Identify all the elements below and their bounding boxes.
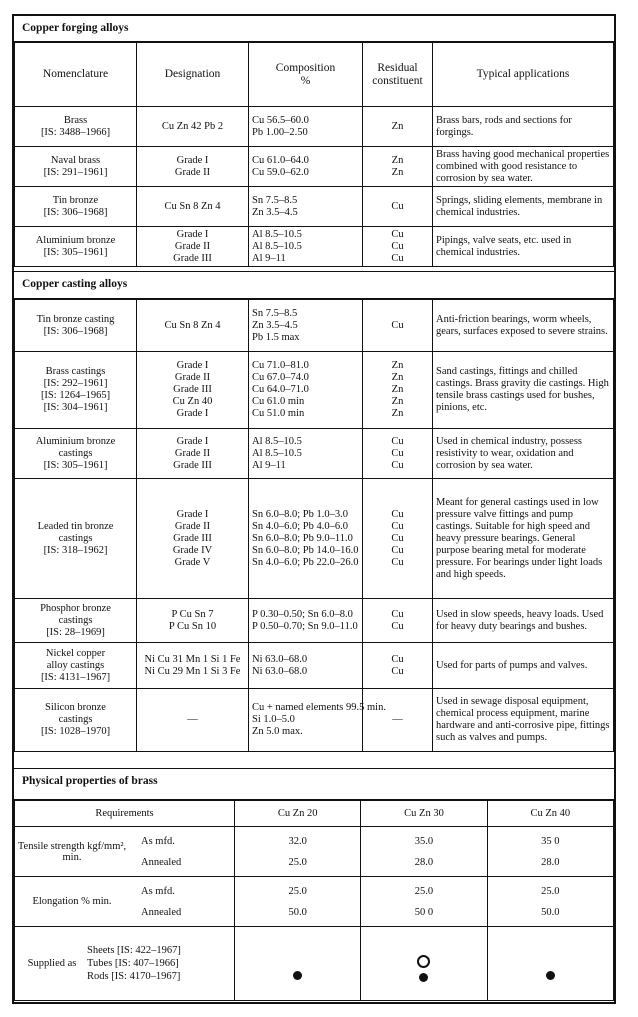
designation-cell: Grade I Grade II [137, 147, 249, 187]
physical-properties-table [14, 800, 614, 1001]
supplied-tubes: Tubes [IS: 407–1966] [87, 958, 179, 969]
application-cell: Brass bars, rods and sections for forgings. [433, 107, 614, 147]
header-cuzn40: Cu Zn 40 [487, 801, 613, 827]
elongation-cuzn30: 25.0 50 0 [361, 877, 487, 927]
composition-cell: Sn 7.5–8.5 Zn 3.5–4.5 Pb 1.5 max [249, 300, 363, 352]
residual-cell: Cu Cu [363, 599, 433, 643]
composition-cell: Cu + named elements 99.5 min. Si 1.0–5.0 Zn 5.0 max. [249, 689, 363, 752]
composition-cell: Al 8.5–10.5 Al 8.5–10.5 Al 9–11 [249, 227, 363, 267]
residual-cell: Cu [363, 187, 433, 227]
application-cell: Anti-friction bearings, worm wheels, gears, surfaces exposed to severe strains. [433, 300, 614, 352]
residual-cell: Cu Cu Cu [363, 429, 433, 479]
tensile-row [15, 827, 614, 877]
residual-cell: Zn [363, 107, 433, 147]
application-cell: Springs, sliding elements, membrane in chemical industries. [433, 187, 614, 227]
header-residual: Residual constituent [363, 43, 433, 107]
elongation-as-mfd-label: As mfd. [141, 885, 175, 897]
header-cuzn30: Cu Zn 30 [361, 801, 487, 827]
nomenclature-cell: Naval brass [IS: 291–1961] [15, 147, 137, 187]
supplied-label: Supplied as [27, 958, 77, 969]
casting-alloys-table [14, 299, 614, 752]
alloy-row [15, 429, 614, 479]
composition-cell: Sn 6.0–8.0; Pb 1.0–3.0 Sn 4.0–6.0; Pb 4.0–6.0 Sn 6.0–8.0; Pb 9.0–11.0 Sn 6.0–8.0; Pb 14.0–16.0 Sn 4.0–6.0; Pb 22.0–26.0 [249, 479, 363, 599]
designation-cell: P Cu Sn 7 P Cu Sn 10 [137, 599, 249, 643]
supplied-cuzn40 [487, 927, 613, 1001]
alloy-row [15, 689, 614, 752]
tensile-cuzn20: 32.0 25.0 [235, 827, 361, 877]
elongation-label: Elongation % min. [32, 896, 112, 907]
nomenclature-cell: Tin bronze [IS: 306–1968] [15, 187, 137, 227]
composition-cell: Cu 61.0–64.0 Cu 59.0–62.0 [249, 147, 363, 187]
filled-dot-icon [419, 973, 428, 982]
materials-table-sheet [12, 14, 616, 1004]
residual-cell: Zn Zn Zn Zn Zn [363, 352, 433, 429]
elongation-cuzn40: 25.0 50.0 [487, 877, 613, 927]
residual-cell: — [363, 689, 433, 752]
header-nomenclature: Nomenclature [15, 43, 137, 107]
nomenclature-cell: Phosphor bronze castings [IS: 28–1969] [15, 599, 137, 643]
nomenclature-cell: Brass [IS: 3488–1966] [15, 107, 137, 147]
section-heading-casting: Copper casting alloys [14, 271, 614, 299]
designation-cell: Grade I Grade II Grade III [137, 227, 249, 267]
nomenclature-cell: Nickel copper alloy castings [IS: 4131–1967] [15, 643, 137, 689]
tensile-cuzn40: 35 0 28.0 [487, 827, 613, 877]
alloy-row [15, 107, 614, 147]
header-composition: Composition % [249, 43, 363, 107]
application-cell: Used in chemical industry, possess resistivity to wear, oxidation and corrosion by sea water. [433, 429, 614, 479]
application-cell: Sand castings, fittings and chilled castings. Brass gravity die castings. High tensile brass castings used for bushes, pinions, etc. [433, 352, 614, 429]
supplied-row [15, 927, 614, 1001]
designation-cell: Ni Cu 31 Mn 1 Si 1 Fe Ni Cu 29 Mn 1 Si 3 Fe [137, 643, 249, 689]
designation-cell: Grade I Grade II Grade III Grade IV Grade V [137, 479, 249, 599]
tensile-label: Tensile strength kgf/mm², min. [17, 840, 127, 863]
application-cell: Used in sewage disposal equipment, chemical process equipment, marine hardware and anti-corrosive pipe, fittings such as valves and pumps. [433, 689, 614, 752]
composition-cell: Al 8.5–10.5 Al 8.5–10.5 Al 9–11 [249, 429, 363, 479]
filled-dot-icon [293, 971, 302, 980]
supplied-cuzn20 [235, 927, 361, 1001]
supplied-cuzn30 [361, 927, 487, 1001]
physical-header-row [15, 801, 614, 827]
forging-header-row [15, 43, 614, 107]
alloy-row [15, 187, 614, 227]
alloy-row [15, 300, 614, 352]
residual-cell: Cu Cu [363, 643, 433, 689]
tensile-as-mfd-label: As mfd. [141, 835, 175, 847]
elongation-row [15, 877, 614, 927]
hollow-circle-icon [417, 955, 430, 968]
application-cell: Used in slow speeds, heavy loads. Used for heavy duty bearings and bushes. [433, 599, 614, 643]
designation-cell: — [137, 689, 249, 752]
supplied-rods: Rods [IS: 4170–1967] [87, 971, 181, 982]
nomenclature-cell: Tin bronze casting [IS: 306–1968] [15, 300, 137, 352]
nomenclature-cell: Aluminium bronze castings [IS: 305–1961] [15, 429, 137, 479]
header-requirements: Requirements [15, 801, 235, 827]
application-cell: Brass having good mechanical properties combined with good resistance to corrosion by sea water. [433, 147, 614, 187]
filled-dot-icon [546, 971, 555, 980]
nomenclature-cell: Brass castings [IS: 292–1961] [IS: 1264–1965] [IS: 304–1961] [15, 352, 137, 429]
nomenclature-cell: Silicon bronze castings [IS: 1028–1970] [15, 689, 137, 752]
supplied-sheets: Sheets [IS: 422–1967] [87, 945, 181, 956]
composition-cell: Cu 56.5–60.0 Pb 1.00–2.50 [249, 107, 363, 147]
nomenclature-cell: Leaded tin bronze castings [IS: 318–1962] [15, 479, 137, 599]
designation-cell: Grade I Grade II Grade III [137, 429, 249, 479]
tensile-label-cell [15, 827, 235, 877]
alloy-row [15, 599, 614, 643]
section-heading-physical: Physical properties of brass [14, 768, 614, 800]
application-cell: Pipings, valve seats, etc. used in chemical industries. [433, 227, 614, 267]
tensile-annealed-label: Annealed [141, 856, 182, 868]
section-heading-forging: Copper forging alloys [14, 16, 614, 42]
residual-cell: Zn Zn [363, 147, 433, 187]
tensile-cuzn30: 35.0 28.0 [361, 827, 487, 877]
residual-cell: Cu Cu Cu [363, 227, 433, 267]
application-cell: Used for parts of pumps and valves. [433, 643, 614, 689]
designation-cell: Grade I Grade II Grade III Cu Zn 40 Grade I [137, 352, 249, 429]
header-cuzn20: Cu Zn 20 [235, 801, 361, 827]
composition-cell: Ni 63.0–68.0 Ni 63.0–68.0 [249, 643, 363, 689]
alloy-row [15, 479, 614, 599]
header-applications: Typical applications [433, 43, 614, 107]
designation-cell: Cu Sn 8 Zn 4 [137, 300, 249, 352]
designation-cell: Cu Zn 42 Pb 2 [137, 107, 249, 147]
elongation-annealed-label: Annealed [141, 906, 182, 918]
designation-cell: Cu Sn 8 Zn 4 [137, 187, 249, 227]
application-cell: Meant for general castings used in low pressure valve fittings and pump castings. Suitable for high speed and heavy pressure bearings. General purpose bearing metal for moderate pressure. For bearings under light loads and high speeds. [433, 479, 614, 599]
elongation-cuzn20: 25.0 50.0 [235, 877, 361, 927]
header-designation: Designation [137, 43, 249, 107]
residual-cell: Cu [363, 300, 433, 352]
composition-cell: Cu 71.0–81.0 Cu 67.0–74.0 Cu 64.0–71.0 Cu 61.0 min Cu 51.0 min [249, 352, 363, 429]
composition-cell: Sn 7.5–8.5 Zn 3.5–4.5 [249, 187, 363, 227]
alloy-row [15, 352, 614, 429]
alloy-row [15, 227, 614, 267]
alloy-row [15, 147, 614, 187]
composition-cell: P 0.30–0.50; Sn 6.0–8.0 P 0.50–0.70; Sn 9.0–11.0 [249, 599, 363, 643]
nomenclature-cell: Aluminium bronze [IS: 305–1961] [15, 227, 137, 267]
elongation-label-cell [15, 877, 235, 927]
alloy-row [15, 643, 614, 689]
supplied-label-cell [15, 927, 235, 1001]
residual-cell: Cu Cu Cu Cu Cu [363, 479, 433, 599]
forging-alloys-table [14, 42, 614, 267]
